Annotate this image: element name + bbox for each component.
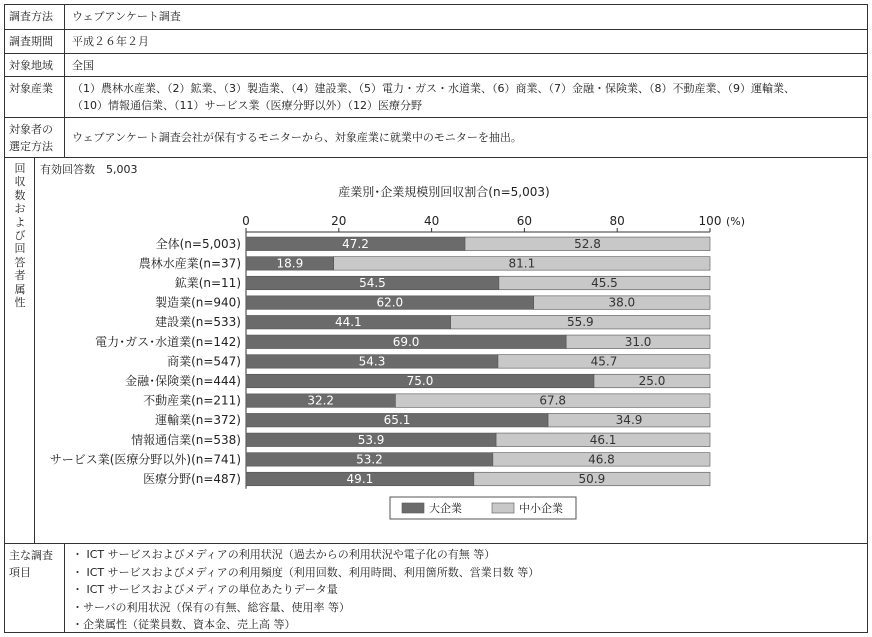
chart-legend: [390, 497, 576, 519]
bar-value-label: 46.8: [588, 452, 615, 467]
responses-label: 回収数および回答者属性: [14, 162, 26, 310]
target-industries-value: [72, 77, 861, 114]
bar-value-label: 53.2: [356, 452, 383, 467]
selection-method-label-line1: 対象者の: [9, 123, 53, 136]
bar-value-label: 44.1: [334, 315, 362, 330]
x-tick-label: 100: [698, 214, 722, 228]
category-label: 農林水産業(n=37): [138, 256, 241, 271]
category-label: 製造業(n=940): [155, 295, 241, 310]
row-main-items: [5, 543, 867, 632]
survey-method-value: ウェブアンケート調査: [72, 10, 181, 23]
target-area-value: 全国: [72, 59, 94, 72]
bar-value-label: 45.7: [590, 354, 618, 369]
survey-period-value: 平成２６年２月: [72, 35, 149, 48]
main-items-label-line1: 主な調査: [9, 549, 53, 562]
category-label: 医療分野(n=487): [143, 472, 241, 486]
category-label: 鉱業(n=11): [174, 276, 241, 290]
row-survey-method: [5, 5, 867, 29]
main-item: ・ ICT サービスおよびメディアの利用状況（過去からの利用状況や電子化の有無 等）: [72, 548, 496, 561]
main-items-label-line2: 項目: [9, 566, 31, 579]
selection-method-label-line2: 選定方法: [9, 140, 53, 153]
chart-x-ticks: [242, 214, 721, 489]
bar-value-label: 62.0: [376, 295, 404, 310]
bar-value-label: 45.5: [591, 276, 618, 290]
legend-label: 中小企業: [519, 502, 563, 515]
x-tick-label: 20: [331, 214, 347, 228]
bar-value-label: 49.1: [346, 472, 374, 486]
stacked-bar-chart: [36, 158, 866, 542]
category-label: サービス業(医療分野以外)(n=741): [49, 452, 241, 467]
category-label: 商業(n=547): [167, 354, 241, 369]
bar-value-label: 31.0: [624, 334, 652, 349]
responses-label-cell: [5, 158, 35, 543]
response-count: 有効回答数 5,003: [40, 163, 138, 176]
survey-table: [4, 4, 868, 633]
responses-content: [36, 158, 867, 543]
category-label: 不動産業(n=211): [143, 393, 241, 408]
bar-value-label: 32.2: [307, 393, 335, 408]
row-survey-period: [5, 29, 867, 53]
bar-value-label: 53.9: [357, 432, 385, 447]
row-target-area: [5, 53, 867, 76]
category-label: 建設業(n=533): [155, 315, 241, 330]
main-items-label: [5, 544, 65, 632]
x-tick-label: 60: [516, 214, 533, 228]
category-label: 全体(n=5,003): [155, 236, 241, 251]
bar-value-label: 54.5: [359, 276, 386, 290]
target-area-label: 対象地域: [5, 54, 65, 76]
category-label: 情報通信業(n=538): [131, 432, 241, 447]
bar-value-label: 25.0: [638, 374, 666, 388]
survey-method-label: 調査方法: [5, 5, 65, 29]
selection-method-label: [5, 118, 65, 157]
main-item: ・ ICT サービスおよびメディアの利用頻度（利用回数、利用時間、利用箇所数、営業日数 等）: [72, 565, 540, 579]
main-item: ・サーバの利用状況（保有の有無、総容量、使用率 等）: [72, 600, 350, 614]
row-target-industries: [5, 76, 867, 117]
bar-value-label: 34.9: [615, 413, 643, 428]
bar-value-label: 18.9: [276, 256, 304, 271]
bar-value-label: 38.0: [608, 295, 636, 310]
target-industries-label: 対象産業: [5, 77, 65, 117]
main-item: ・企業属性（従業員数、資本金、売上高 等）: [72, 618, 296, 631]
legend-swatch: [492, 503, 514, 513]
selection-method-value: ウェブアンケート調査会社が保有するモニターから、対象産業に就業中のモニターを抽出。: [72, 131, 522, 144]
main-item: ・ ICT サービスおよびメディアの単位あたりデータ量: [72, 583, 338, 596]
category-label: 運輸業(n=372): [155, 413, 241, 428]
chart-bars: [50, 236, 710, 486]
bar-value-label: 67.8: [539, 393, 567, 408]
bar-value-label: 65.1: [383, 413, 411, 428]
row-selection-method: [5, 117, 867, 157]
x-tick-label: 80: [609, 214, 625, 228]
bar-value-label: 54.3: [358, 354, 386, 369]
legend-label: 大企業: [429, 502, 462, 515]
target-industries-line1: （1）農林水産業、（2）鉱業、（3）製造業、（4）建設業、（5）電力・ガス・水道業、（6）商業、（7）金融・保険業、（8）不動産業、（9）運輸業、: [72, 82, 795, 95]
bar-value-label: 81.1: [508, 256, 536, 271]
chart-unit-label: (%): [726, 215, 746, 228]
bar-value-label: 69.0: [392, 334, 420, 349]
survey-period-label: 調査期間: [5, 30, 65, 53]
target-industries-line2: （10）情報通信業、（11）サービス業（医療分野以外）（12）医療分野: [72, 99, 422, 112]
x-tick-label: 0: [242, 214, 250, 228]
bar-value-label: 50.9: [578, 472, 606, 486]
bar-value-label: 52.8: [574, 236, 601, 251]
legend-swatch: [402, 503, 424, 513]
bar-value-label: 55.9: [566, 315, 594, 330]
x-tick-label: 40: [423, 214, 440, 228]
bar-value-label: 47.2: [342, 236, 369, 251]
main-items-list: [72, 544, 861, 634]
chart-title: 産業別･企業規模別回収割合(n=5,003): [338, 185, 550, 199]
category-label: 電力･ガス･水道業(n=142): [95, 334, 241, 349]
bar-value-label: 46.1: [589, 432, 617, 447]
category-label: 金融･保険業(n=444): [125, 374, 241, 388]
bar-value-label: 75.0: [406, 374, 434, 388]
row-responses: [5, 157, 867, 543]
